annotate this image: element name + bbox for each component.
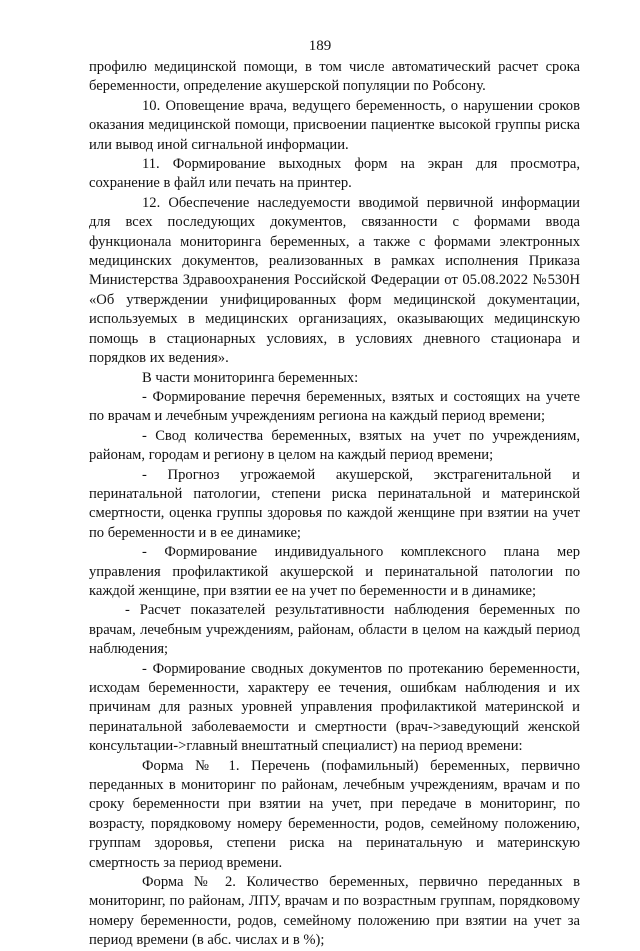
document-body bbox=[89, 58, 580, 951]
page-number: 189 bbox=[308, 38, 332, 54]
paragraph: 11. Формирование выходных форм на экран для просмотра, сохранение в файл или печать на принтер. bbox=[89, 156, 580, 192]
list-item: - Прогноз угрожаемой акушерской, экстрагенитальной и перинатальной патологии, степени риска перинатальной и материнской смертности, оценка группы здоровья по каждой женщине при взятии на учет по беременности и в ее динамике; bbox=[89, 466, 580, 541]
paragraph: 12. Обеспечение наследуемости вводимой первичной информации для всех последующих документов, связанности с формами ввода функционала мониторинга беременных, а также с формами электронных медицинских документов, реализованных в рамках исполнения Приказа Министерства Здравоохранения Российской Федерации от 05.08.2022 №530Н «Об утверждении унифицированных форм медицинской документации, используемых в медицинских организациях, оказывающих медицинскую помощь в стационарных условиях, в условиях дневного стационара и порядков их ведения». bbox=[89, 194, 580, 367]
form-description: Форма № 2. Количество беременных, первично переданных в мониторинг, по районам, ЛПУ, врачам и по возрастным группам, порядковому номеру беременности, родов, семейному положению при взятии на учет за период времени (в абс. числах и в %); bbox=[89, 874, 580, 949]
paragraph: профилю медицинской помощи, в том числе автоматический расчет срока беременности, определение акушерской популяции по Робсону. bbox=[89, 59, 580, 95]
list-item: - Формирование сводных документов по протеканию беременности, исходам беременности, характеру ее течения, ошибкам наблюдения и их причинам для разных уровней управления профилактикой материнской и перинатальной заболеваемости и смертности (врач->заведующий женской консультации->главный внештатный специалист) на период времени: bbox=[89, 660, 580, 755]
list-item: - Формирование индивидуального комплексного плана мер управления профилактикой акушерской и перинатальной патологии по каждой женщине, при взятии ее на учет по беременности и в динамике; bbox=[89, 544, 580, 599]
list-item: - Свод количества беременных, взятых на учет по учреждениям, районам, городам и региону в целом на каждый период времени; bbox=[89, 427, 580, 464]
section-heading: В части мониторинга беременных: bbox=[142, 369, 359, 386]
list-item: - Расчет показателей результативности наблюдения беременных по врачам, лечебным учреждениям, районам, области в целом на каждый период наблюдения; bbox=[89, 602, 580, 658]
paragraph: 10. Оповещение врача, ведущего беременность, о нарушении сроков оказания медицинской помощи, присвоении пациентке высокой группы риска или вывод иной сигнальной информации. bbox=[89, 97, 580, 153]
list-item: - Формирование перечня беременных, взятых и состоящих на учете по врачам и лечебным учреждениям региона на каждый период времени; bbox=[89, 388, 580, 425]
form-description: Форма № 1. Перечень (пофамильный) беременных, первично переданных в мониторинг по районам, лечебным учреждениям, врачам и по сроку беременности при взятии на учет, при передаче в мониторинг, по возрасту, порядковому номеру беременности, родов, семейному положению, группам здоровья, степени риска на перинатальную и материнскую смертность за период времени. bbox=[89, 757, 580, 871]
